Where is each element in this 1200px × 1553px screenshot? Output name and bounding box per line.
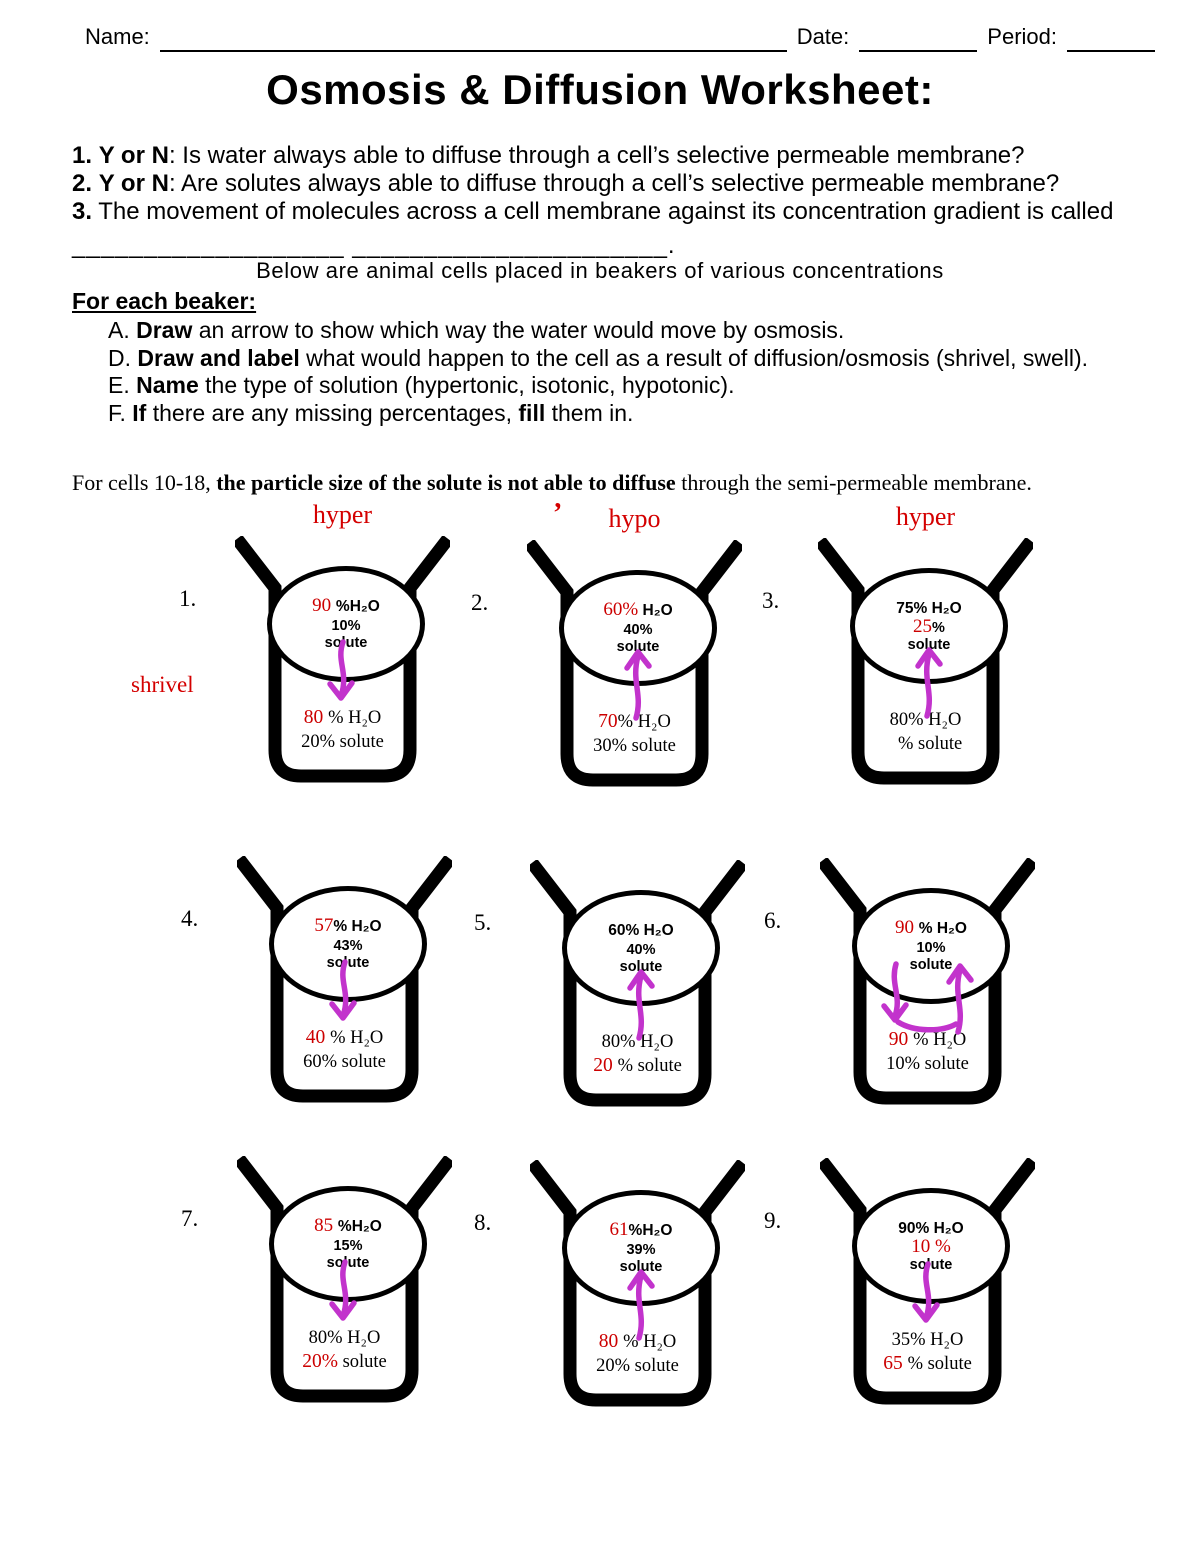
cell-solute-word: solute bbox=[326, 955, 370, 971]
cell-solute-red: 10 % bbox=[911, 1236, 951, 1257]
cell-water-line bbox=[895, 918, 967, 938]
cell-solute-word: solute bbox=[616, 639, 660, 655]
beaker-3 bbox=[762, 502, 1033, 800]
item-letter: F. bbox=[108, 399, 126, 426]
question-1-yn: Y or N bbox=[98, 142, 169, 169]
note-pre: For cells 10-18, bbox=[72, 470, 217, 495]
beaker-4 bbox=[181, 856, 452, 1118]
date-blank-line bbox=[859, 32, 977, 52]
cell-water-line bbox=[898, 1218, 963, 1238]
solution-solute-black: 20% solute bbox=[596, 1356, 679, 1376]
cell-water-black: % H₂O bbox=[333, 918, 382, 935]
question-2-text: : Are solutes always able to diffuse through a cell’s selective permeable membrane? bbox=[168, 170, 1060, 197]
cell-solute-line bbox=[911, 1238, 951, 1257]
beakers-intro-line: Below are animal cells placed in beakers of various concentrations bbox=[256, 258, 944, 283]
item-bold: Name bbox=[136, 372, 199, 398]
solution-solute-line bbox=[530, 1054, 745, 1078]
solution-solute-line bbox=[820, 1052, 1035, 1076]
instruction-item-f bbox=[108, 400, 1088, 428]
cell-solute-line bbox=[331, 616, 360, 635]
cell-water-line bbox=[314, 1216, 382, 1236]
beaker-number: 8. bbox=[474, 1210, 492, 1235]
question-3-number: 3. bbox=[72, 198, 93, 225]
osmosis-arrow-down-icon bbox=[321, 638, 361, 718]
stray-pen-mark: ’ bbox=[553, 498, 563, 529]
cell-water-line bbox=[608, 920, 673, 940]
solution-solute-line bbox=[530, 1354, 745, 1378]
item-bold: Draw and label bbox=[137, 344, 300, 371]
cell-solute-line bbox=[333, 936, 362, 955]
cell-solute-black: % bbox=[932, 620, 945, 636]
solution-solute-red: 20% bbox=[302, 1351, 338, 1372]
solution-solute-line bbox=[237, 1050, 452, 1074]
date-label: Date: bbox=[796, 24, 850, 49]
question-2-number: 2. bbox=[72, 170, 93, 197]
cell-water-line bbox=[610, 1220, 673, 1240]
solution-water-black: % H₂O bbox=[330, 1028, 384, 1048]
cell-solute-black: 10% bbox=[331, 618, 361, 634]
osmosis-arrow-down-icon bbox=[906, 1260, 946, 1340]
cell-water-black: 90% H₂O bbox=[898, 1220, 964, 1237]
solution-solute-black: 30% solute bbox=[593, 736, 676, 756]
cell-water-black: %H₂O bbox=[335, 598, 380, 615]
osmosis-arrow-down-icon bbox=[323, 1258, 363, 1338]
item-letter: D. bbox=[108, 344, 131, 371]
period-blank-line bbox=[1067, 32, 1155, 52]
solution-water-red: 90 bbox=[888, 1029, 914, 1050]
cell-solute-line bbox=[626, 940, 655, 959]
cell-solute-black: 39% bbox=[626, 1242, 656, 1258]
beaker-number: 7. bbox=[181, 1206, 199, 1231]
beaker-number: 4. bbox=[181, 906, 199, 931]
solution-solute-line bbox=[818, 732, 1033, 756]
solution-water-red: 70 bbox=[598, 711, 618, 732]
question-1 bbox=[72, 142, 1186, 170]
cell-solute-red: 25 bbox=[913, 616, 933, 637]
osmosis-arrow-up-icon bbox=[908, 640, 948, 720]
question-3-text: The movement of molecules across a cell membrane against its concentration gradient is called bbox=[98, 198, 1114, 225]
beaker-grid bbox=[0, 498, 1200, 1518]
cell-solute-word: solute bbox=[326, 1255, 370, 1271]
cell-solute-line bbox=[333, 1236, 362, 1255]
item-bold-2: fill bbox=[518, 399, 546, 426]
item-bold: If bbox=[132, 399, 147, 426]
cell-water-line bbox=[896, 598, 961, 618]
solution-solute-line bbox=[237, 1350, 452, 1374]
solution-solute-black: % solute bbox=[617, 1056, 682, 1076]
item-bold: Draw bbox=[136, 317, 193, 343]
cell-solute-black: 15% bbox=[333, 1238, 363, 1254]
cell-water-black: 60% H₂O bbox=[608, 922, 674, 939]
page-title: Osmosis & Diffusion Worksheet: bbox=[266, 66, 934, 113]
solution-water-black: 35% H₂O bbox=[891, 1330, 964, 1350]
question-3-answer-blank: ___________________ ______________________. bbox=[72, 232, 676, 259]
osmosis-arrow-up-icon bbox=[617, 642, 657, 722]
question-2-yn: Y or N bbox=[98, 170, 169, 197]
cell-solute-black: 40% bbox=[626, 942, 656, 958]
cell-water-line bbox=[312, 596, 380, 616]
solution-water-black: 80% H₂O bbox=[889, 710, 962, 730]
instruction-item-e bbox=[108, 372, 1088, 400]
note-bold: the particle size of the solute is not able to diffuse bbox=[216, 470, 676, 495]
beaker-5 bbox=[474, 860, 745, 1122]
period-label: Period: bbox=[987, 24, 1057, 49]
beaker-number: 5. bbox=[474, 910, 492, 935]
cell-solute-black: 43% bbox=[333, 938, 363, 954]
cell-water-red: 61 bbox=[609, 1219, 629, 1240]
tonicity-label: hypo bbox=[608, 504, 661, 533]
item-text: what would happen to the cell as a result of diffusion/osmosis (shrivel, swell). bbox=[299, 344, 1089, 371]
solution-water-black: 80% H₂O bbox=[601, 1032, 674, 1052]
question-2 bbox=[72, 170, 1186, 198]
solution-solute-black: % solute bbox=[907, 1354, 972, 1374]
beaker-number: 6. bbox=[764, 908, 782, 933]
solution-solute-red: 65 bbox=[883, 1353, 908, 1374]
solution-solute-red: 20 bbox=[593, 1055, 618, 1076]
solution-water-black: % H₂O bbox=[328, 708, 382, 728]
beaker-1 bbox=[131, 500, 450, 798]
beaker-6 bbox=[764, 858, 1035, 1120]
solution-water-black: % H₂O bbox=[623, 1332, 677, 1352]
note-post: through the semi-permeable membrane. bbox=[675, 470, 1032, 495]
cell-solute-line bbox=[913, 618, 945, 637]
osmosis-arrow-up-icon bbox=[620, 1262, 660, 1342]
solution-solute-black: 60% solute bbox=[303, 1052, 386, 1072]
for-each-beaker-heading: For each beaker: bbox=[72, 288, 257, 314]
cell-solute-word: solute bbox=[324, 635, 368, 651]
solution-water-red: 80 bbox=[303, 707, 329, 728]
solution-solute-black: 10% solute bbox=[886, 1054, 969, 1074]
beaker-7 bbox=[181, 1156, 452, 1418]
cells-10-18-note bbox=[72, 470, 1032, 496]
solution-water-black: % H₂O bbox=[913, 1030, 967, 1050]
cell-solute-word: solute bbox=[907, 637, 951, 653]
solution-solute-line bbox=[235, 730, 450, 754]
cell-solute-word: solute bbox=[909, 1257, 953, 1273]
cell-solute-word: solute bbox=[619, 959, 663, 975]
item-letter: E. bbox=[108, 372, 130, 398]
solution-water-black: % H₂O bbox=[617, 712, 671, 732]
item-text: there are any missing percentages, bbox=[146, 399, 519, 426]
beaker-number: 9. bbox=[764, 1208, 782, 1233]
osmosis-arrow-up-icon bbox=[620, 962, 660, 1042]
cell-water-red: 90 bbox=[312, 595, 336, 616]
cell-water-line bbox=[314, 916, 381, 936]
cell-water-black: H₂O bbox=[638, 602, 673, 619]
tonicity-label: hyper bbox=[312, 500, 373, 529]
cell-solute-black: 40% bbox=[623, 622, 653, 638]
solution-solute-line bbox=[820, 1352, 1035, 1376]
cell-water-black: %H₂O bbox=[628, 1222, 673, 1239]
cell-solute-line bbox=[916, 938, 945, 957]
shrivel-annotation: shrivel bbox=[131, 672, 194, 697]
header-row bbox=[85, 24, 1155, 52]
cell-water-black: %H₂O bbox=[337, 1218, 382, 1235]
beaker-number: 2. bbox=[471, 590, 489, 615]
beaker-number: 3. bbox=[762, 588, 780, 613]
cell-water-red: 57 bbox=[314, 915, 334, 936]
instruction-item-d bbox=[108, 345, 1088, 373]
cell-water-line bbox=[603, 600, 672, 620]
item-letter: A. bbox=[108, 317, 130, 343]
cell-water-black: 75% H₂O bbox=[896, 600, 962, 617]
solution-solute-black: 20% solute bbox=[301, 732, 384, 752]
solution-solute-line bbox=[527, 734, 742, 758]
item-text: the type of solution (hypertonic, isotonic, hypotonic). bbox=[198, 372, 735, 398]
cell-solute-word: solute bbox=[619, 1259, 663, 1275]
question-1-number: 1. bbox=[72, 142, 93, 169]
cell-solute-word: solute bbox=[909, 957, 953, 973]
tonicity-label: hyper bbox=[895, 502, 956, 531]
name-label: Name: bbox=[85, 24, 150, 49]
solution-water-red: 80 bbox=[598, 1331, 624, 1352]
cell-water-red: 60% bbox=[603, 599, 639, 620]
beaker-number: 1. bbox=[179, 586, 197, 611]
name-blank-line bbox=[160, 32, 787, 52]
cell-solute-line bbox=[623, 620, 652, 639]
solution-water-black: 80% H₂O bbox=[308, 1328, 381, 1348]
osmosis-arrow-both-icon bbox=[868, 958, 988, 1038]
solution-solute-black: solute bbox=[337, 1352, 387, 1372]
solution-water-red: 40 bbox=[305, 1027, 331, 1048]
beaker-9 bbox=[764, 1158, 1035, 1420]
question-3 bbox=[72, 198, 1186, 226]
solution-solute-black: % solute bbox=[888, 734, 963, 754]
cell-solute-black: 10% bbox=[916, 940, 946, 956]
question-1-text: : Is water always able to diffuse through a cell’s selective permeable membrane? bbox=[168, 142, 1025, 169]
beaker-8 bbox=[474, 1160, 745, 1422]
cell-water-black: % H₂O bbox=[918, 920, 967, 937]
instruction-list bbox=[108, 317, 1088, 427]
cell-water-red: 85 bbox=[314, 1215, 338, 1236]
item-text-2: them in. bbox=[545, 399, 634, 426]
cell-water-red: 90 bbox=[895, 917, 919, 938]
osmosis-arrow-down-icon bbox=[323, 958, 363, 1038]
beaker-2 bbox=[471, 504, 742, 802]
instruction-item-a bbox=[108, 317, 1088, 345]
cell-solute-line bbox=[626, 1240, 655, 1259]
item-text: an arrow to show which way the water would move by osmosis. bbox=[192, 317, 845, 343]
